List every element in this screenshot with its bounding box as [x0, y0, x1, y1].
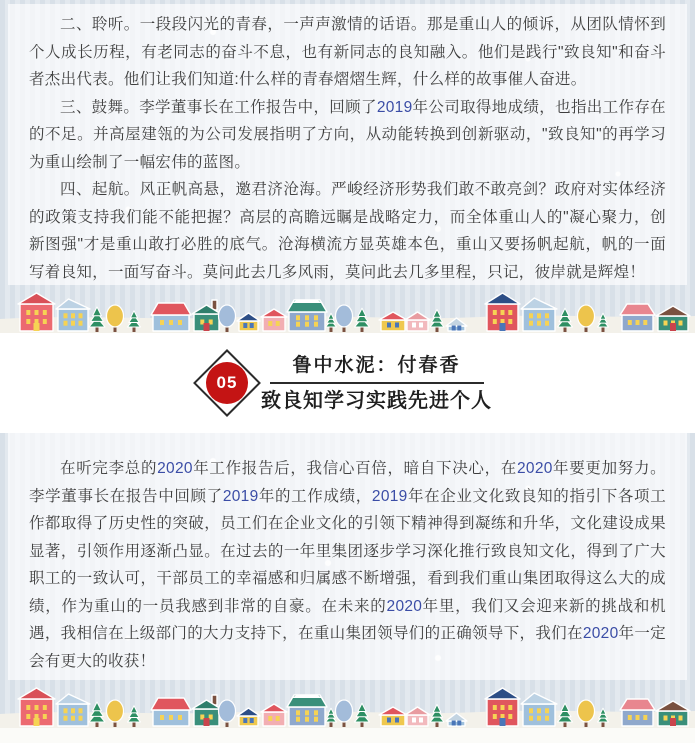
bottom-white-strip — [0, 728, 695, 743]
paragraph: 四、起航。风正帆高悬，邀君济沧海。严峻经济形势我们敢不敢亮剑？政府对实体经济的政策支持我们能不能把握？高层的高瞻远瞩是战略定力，而全体重山人的"凝心聚力，创新图强"才是重山敢打必胜的底气。沧海横流方显英雄本色，重山又要扬帆起航，帆的一面写着良知，一面写奋斗。莫问此去几多风雨，莫问此去几多里程，只记，彼岸就是辉煌！ — [29, 181, 666, 281]
title-divider-line — [270, 382, 484, 384]
section-header — [0, 333, 695, 433]
body-text-block — [8, 433, 687, 680]
paragraph: 三、鼓舞。李学董事长在工作报告中，回顾了2019年公司取得地成绩，也指出工作存在的不足。并高屋建瓴的为公司发展指明了方向，从动能转换到创新驱动，"致良知"的再学习为重山绘制了一幅宏伟的蓝图。 — [29, 98, 666, 171]
intro-text-block — [8, 4, 687, 285]
section-title-block — [261, 353, 492, 414]
section-title: 鲁中水泥：付春香 — [292, 354, 461, 376]
section-number: 05 — [216, 373, 238, 392]
section-number-badge — [193, 349, 261, 417]
paragraph: 在听完李总的2020年工作报告后，我信心百倍，暗自下决心，在2020年要更加努力。李学董事长在报告中回顾了2019年的工作成绩，2019年在企业文化致良知的指引下各项工作都取得了历史性的突破，员工们在企业文化的引领下精神得到凝练和升华，文化建设成果显著，引领作用逐渐凸显。在过去的一年里集团逐步学习深化推行致良知文化，得到了广大职工的一致认可，干部员工的幸福感和归属感不断增强，看到我们重山集团取得这么大的成绩，作为重山的一员我感到非常的自豪。在未来的2020年里，我们又会迎来新的挑战和机遇，我相信在上级部门的大力支持下，在重山集团领导们的正确领导下，我们在2020年一定会有更大的收获！ — [29, 460, 666, 670]
badge-circle — [206, 362, 248, 404]
paragraph: 二、聆听。一段段闪光的青春，一声声激情的话语。那是重山人的倾诉，从团队情怀到个人成长历程，有老同志的奋斗不息，也有新同志的良知融入。他们是践行"致良知"和奋斗者杰出代表。他们让我们知道:什么样的青春熠熠生辉，什么样的故事催人奋进。 — [29, 16, 666, 88]
section-subtitle: 致良知学习实践先进个人 — [261, 389, 492, 412]
village-illustration-top — [0, 285, 695, 333]
village-illustration-bottom — [0, 680, 695, 728]
